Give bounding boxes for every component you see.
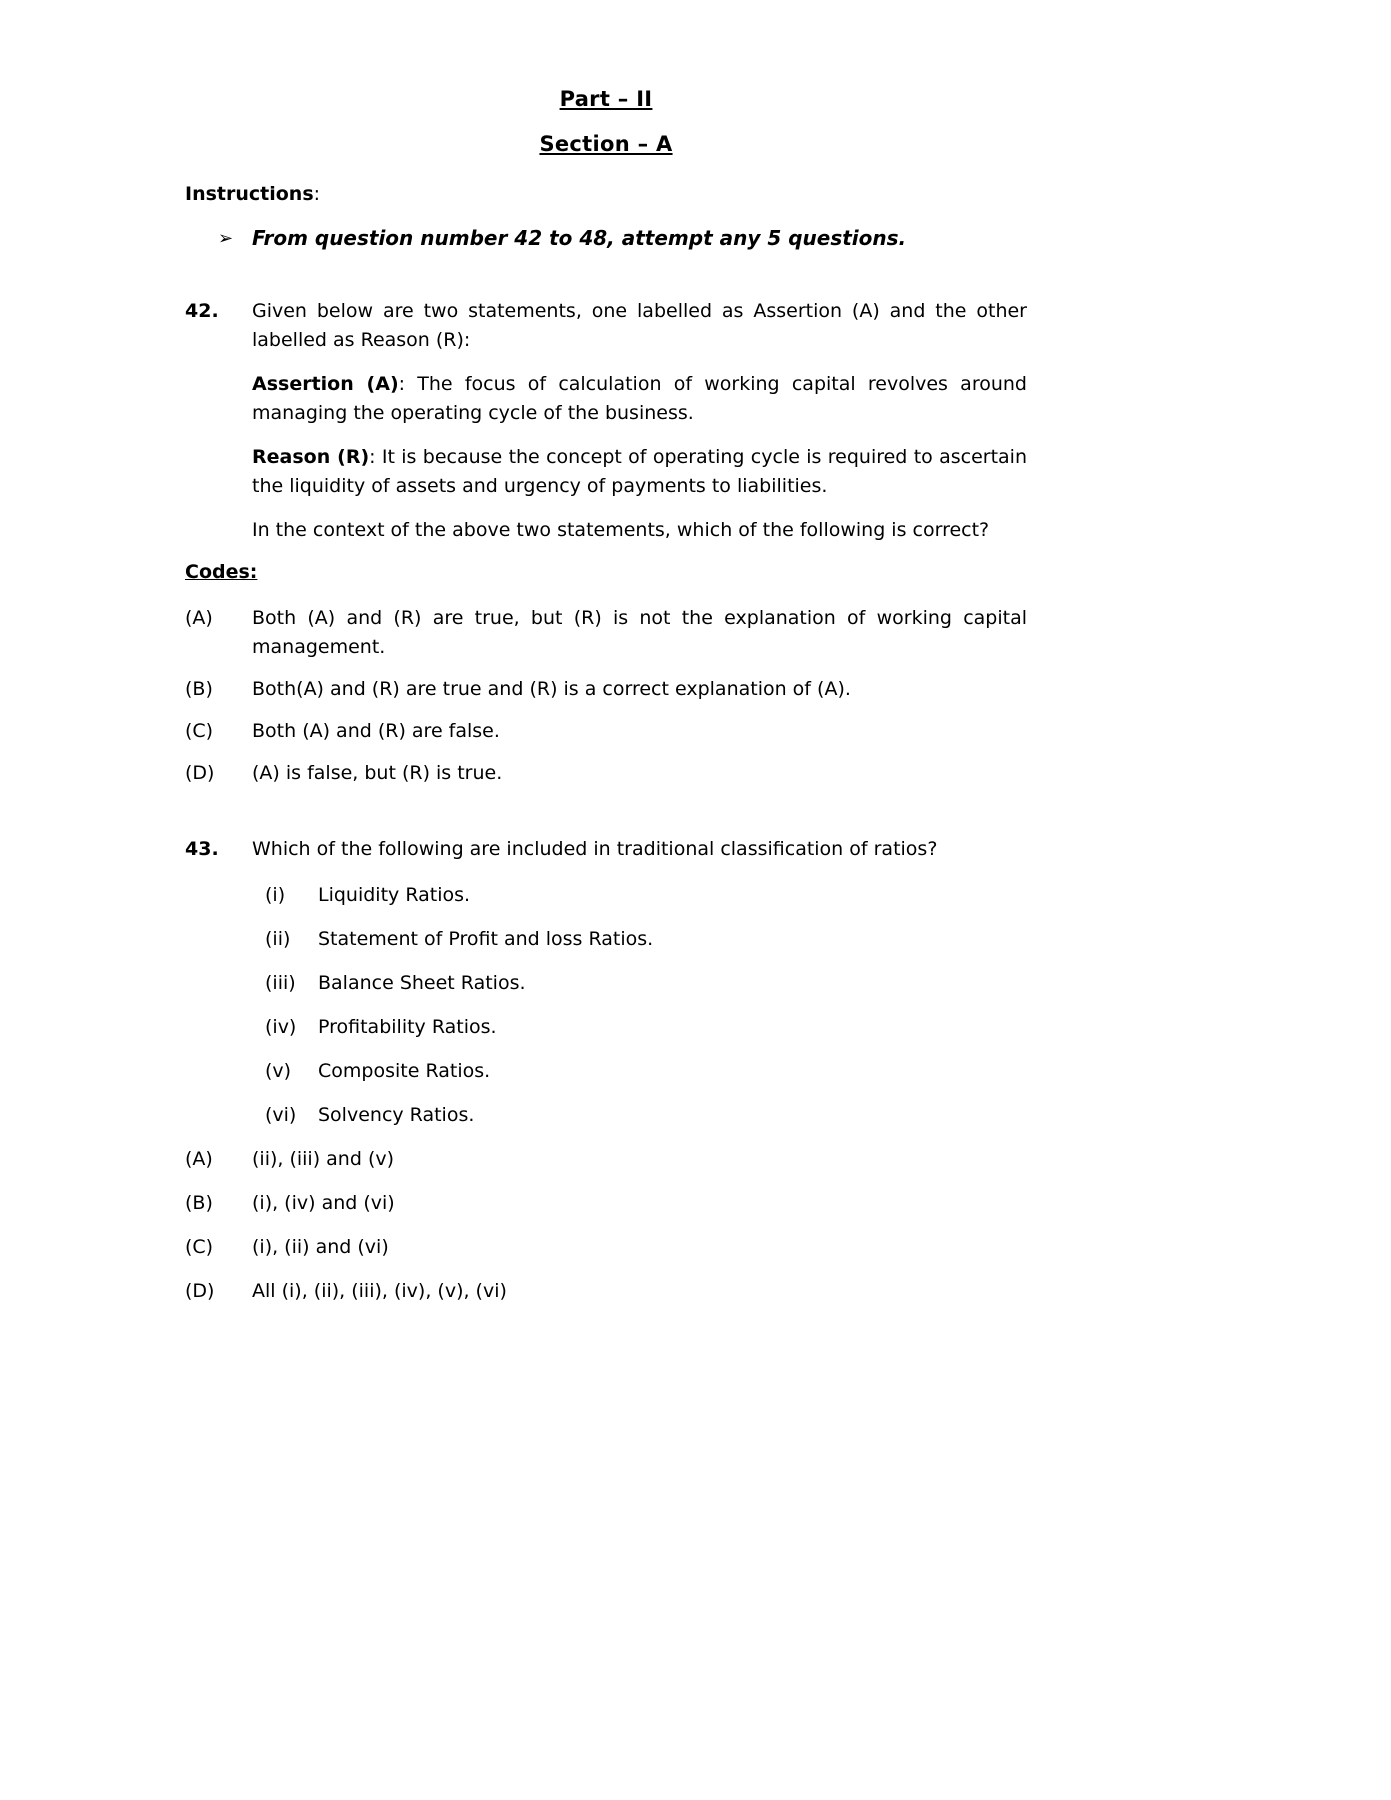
option-42-a-key: (A) [185,607,213,629]
item-iii-key: (iii) [265,972,296,994]
reason-label: Reason (R) [252,446,370,468]
question-43 [185,835,1027,881]
option-42-b-text: Both(A) and (R) are true and (R) is a correct explanation of (A). [252,678,851,700]
question-42-options [185,604,1027,788]
option-43-d [185,1277,1027,1306]
option-43-b [185,1189,1027,1218]
instruction-bullet-text: From question number 42 to 48, attempt any 5 questions. [252,226,907,250]
item-iii-text: Balance Sheet Ratios. [318,972,526,994]
question-43-options [185,1145,1027,1306]
question-42-intro: Given below are two statements, one labelled as Assertion (A) and the other labelled as Reason (R): [252,300,1027,351]
item-iv-text: Profitability Ratios. [318,1016,497,1038]
item-i-key: (i) [265,884,286,906]
question-42 [185,297,1027,545]
arrow-bullet-icon: ➢ [218,228,234,249]
question-42-number: 42. [185,300,219,322]
question-42-body [252,297,1027,545]
reason-paragraph [252,443,1027,501]
item-ii-key: (ii) [265,928,291,950]
codes-heading: Codes: [185,561,258,583]
item-i-text: Liquidity Ratios. [318,884,471,906]
option-43-c-key: (C) [185,1236,214,1258]
option-43-b-key: (B) [185,1192,213,1214]
question-43-items [185,881,1027,1130]
question-43-number: 43. [185,838,219,860]
item-iii [185,969,1027,998]
option-43-a-text: (ii), (iii) and (v) [252,1148,395,1170]
item-vi-key: (vi) [265,1104,297,1126]
option-42-a [185,604,1027,662]
option-42-d-text: (A) is false, but (R) is true. [252,762,503,784]
section-title: Section – A [539,132,673,156]
reason-text: : It is because the concept of operating cycle is required to ascertain the liquidity of assets and urgency of payments to liabilities. [252,446,1028,497]
option-42-c-text: Both (A) and (R) are false. [252,720,500,742]
option-43-b-text: (i), (iv) and (vi) [252,1192,395,1214]
question-43-body [252,835,1027,881]
item-v-text: Composite Ratios. [318,1060,491,1082]
instructions-colon: : [313,183,321,205]
assertion-paragraph [252,370,1027,428]
item-iv [185,1013,1027,1042]
option-42-d-key: (D) [185,762,215,784]
question-43-intro: Which of the following are included in traditional classification of ratios? [252,838,938,860]
item-v-key: (v) [265,1060,292,1082]
question-43-block [185,835,1027,1306]
option-43-a-key: (A) [185,1148,213,1170]
option-43-a [185,1145,1027,1174]
item-ii [185,925,1027,954]
option-43-d-text: All (i), (ii), (iii), (iv), (v), (vi) [252,1280,507,1302]
instruction-bullet-row [185,224,1027,253]
document-page [185,86,1027,1321]
assertion-label: Assertion (A) [252,373,399,395]
item-i [185,881,1027,910]
option-42-c [185,717,1027,746]
item-iv-key: (iv) [265,1016,297,1038]
instructions-heading [185,180,1027,209]
context-question: In the context of the above two statements, which of the following is correct? [252,519,990,541]
instructions-label: Instructions [185,183,314,205]
item-vi-text: Solvency Ratios. [318,1104,475,1126]
option-42-b [185,675,1027,704]
item-ii-text: Statement of Profit and loss Ratios. [318,928,654,950]
part-title: Part – II [559,87,653,111]
option-42-a-text: Both (A) and (R) are true, but (R) is not the explanation of working capital management. [252,607,1027,658]
option-43-c-text: (i), (ii) and (vi) [252,1236,389,1258]
option-43-c [185,1233,1027,1262]
item-vi [185,1101,1027,1130]
option-42-b-key: (B) [185,678,213,700]
item-v [185,1057,1027,1086]
option-43-d-key: (D) [185,1280,215,1302]
option-42-c-key: (C) [185,720,214,742]
option-42-d [185,759,1027,788]
assertion-text: : The focus of calculation of working capital revolves around managing the operating cycle of the business. [252,373,1027,424]
